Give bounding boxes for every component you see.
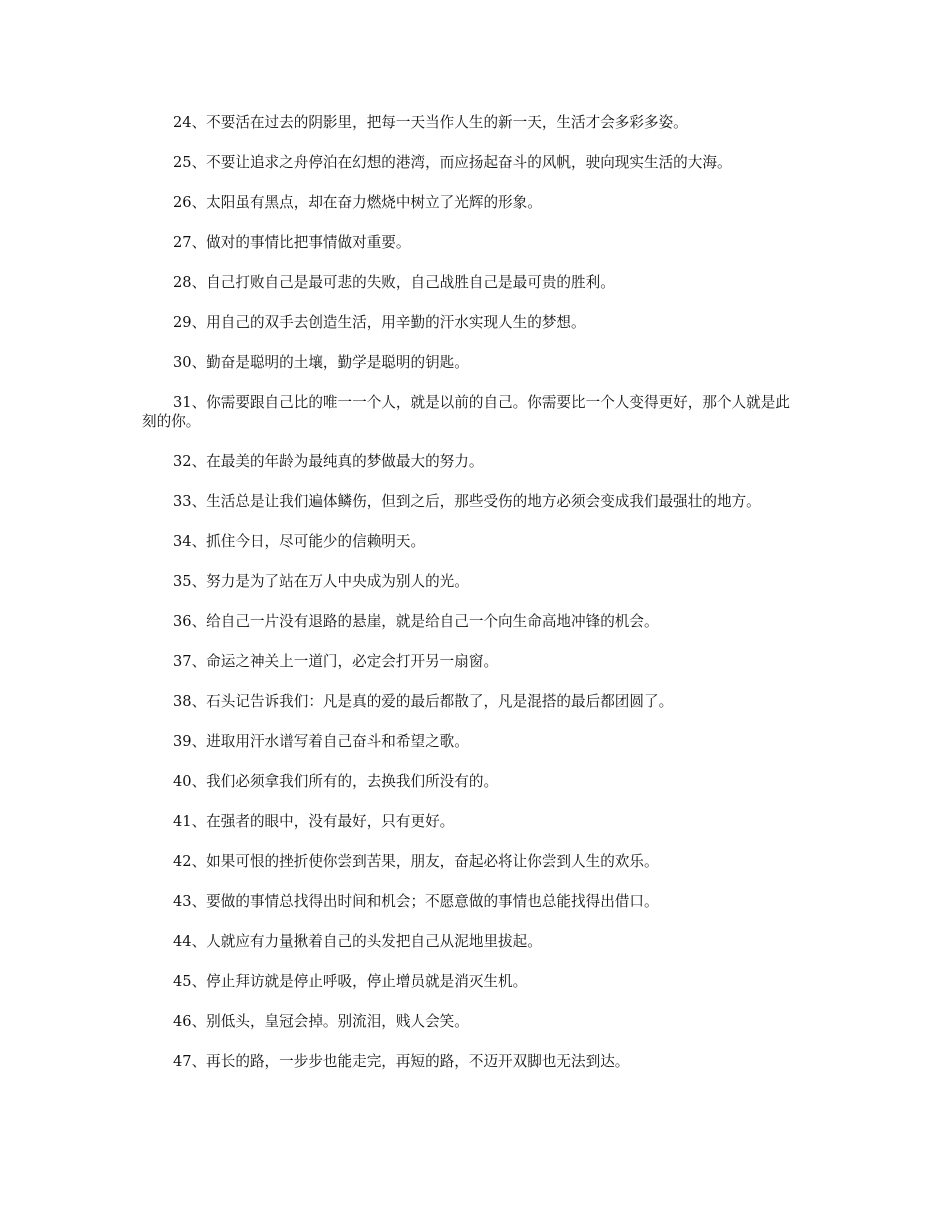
quote-paragraph-34: 34、抓住今日，尽可能少的信赖明天。 — [173, 533, 426, 550]
quote-paragraph-28: 28、自己打败自己是最可悲的失败，自己战胜自己是最可贵的胜利。 — [173, 274, 615, 291]
quote-paragraph-37: 37、命运之神关上一道门，必定会打开另一扇窗。 — [173, 653, 499, 670]
quote-paragraph-41: 41、在强者的眼中，没有最好，只有更好。 — [173, 813, 455, 830]
quote-paragraph-44: 44、人就应有力量揪着自己的头发把自己从泥地里拔起。 — [173, 933, 542, 950]
quote-paragraph-36: 36、给自己一片没有退路的悬崖，就是给自己一个向生命高地冲锋的机会。 — [173, 613, 659, 630]
quote-paragraph-38: 38、石头记告诉我们：凡是真的爱的最后都散了，凡是混搭的最后都团圆了。 — [173, 693, 674, 710]
quote-paragraph-46: 46、别低头，皇冠会掉。别流泪，贱人会笑。 — [173, 1013, 469, 1030]
quote-paragraph-47: 47、再长的路，一步步也能走完，再短的路，不迈开双脚也无法到达。 — [173, 1053, 630, 1070]
quote-paragraph-27: 27、做对的事情比把事情做对重要。 — [173, 234, 411, 251]
quote-paragraph-43: 43、要做的事情总找得出时间和机会；不愿意做的事情也总能找得出借口。 — [173, 893, 659, 910]
quote-paragraph-29: 29、用自己的双手去创造生活，用辛勤的汗水实现人生的梦想。 — [173, 314, 586, 331]
quote-paragraph-39: 39、进取用汗水谱写着自己奋斗和希望之歌。 — [173, 733, 469, 750]
quote-paragraph-24: 24、不要活在过去的阴影里，把每一天当作人生的新一天，生活才会多彩多姿。 — [173, 114, 688, 131]
quote-paragraph-40: 40、我们必须拿我们所有的，去换我们所没有的。 — [173, 773, 499, 790]
document-body — [142, 113, 802, 1092]
quote-paragraph-33: 33、生活总是让我们遍体鳞伤，但到之后，那些受伤的地方必须会变成我们最强壮的地方。 — [173, 493, 761, 510]
quote-paragraph-42: 42、如果可恨的挫折使你尝到苦果，朋友，奋起必将让你尝到人生的欢乐。 — [173, 853, 659, 870]
quote-paragraph-45: 45、停止拜访就是停止呼吸，停止增员就是消灭生机。 — [173, 973, 528, 990]
quote-paragraph-35: 35、努力是为了站在万人中央成为别人的光。 — [173, 573, 469, 590]
quote-paragraph-31: 31、你需要跟自己比的唯一一个人，就是以前的自己。你需要比一个人变得更好，那个人就是此刻的你。 — [142, 394, 790, 430]
quote-paragraph-32: 32、在最美的年龄为最纯真的梦做最大的努力。 — [173, 453, 484, 470]
quote-paragraph-25: 25、不要让追求之舟停泊在幻想的港湾，而应扬起奋斗的风帆，驶向现实生活的大海。 — [173, 154, 732, 171]
quote-paragraph-30: 30、勤奋是聪明的土壤，勤学是聪明的钥匙。 — [173, 354, 469, 371]
quote-paragraph-26: 26、太阳虽有黑点，却在奋力燃烧中树立了光辉的形象。 — [173, 194, 542, 211]
